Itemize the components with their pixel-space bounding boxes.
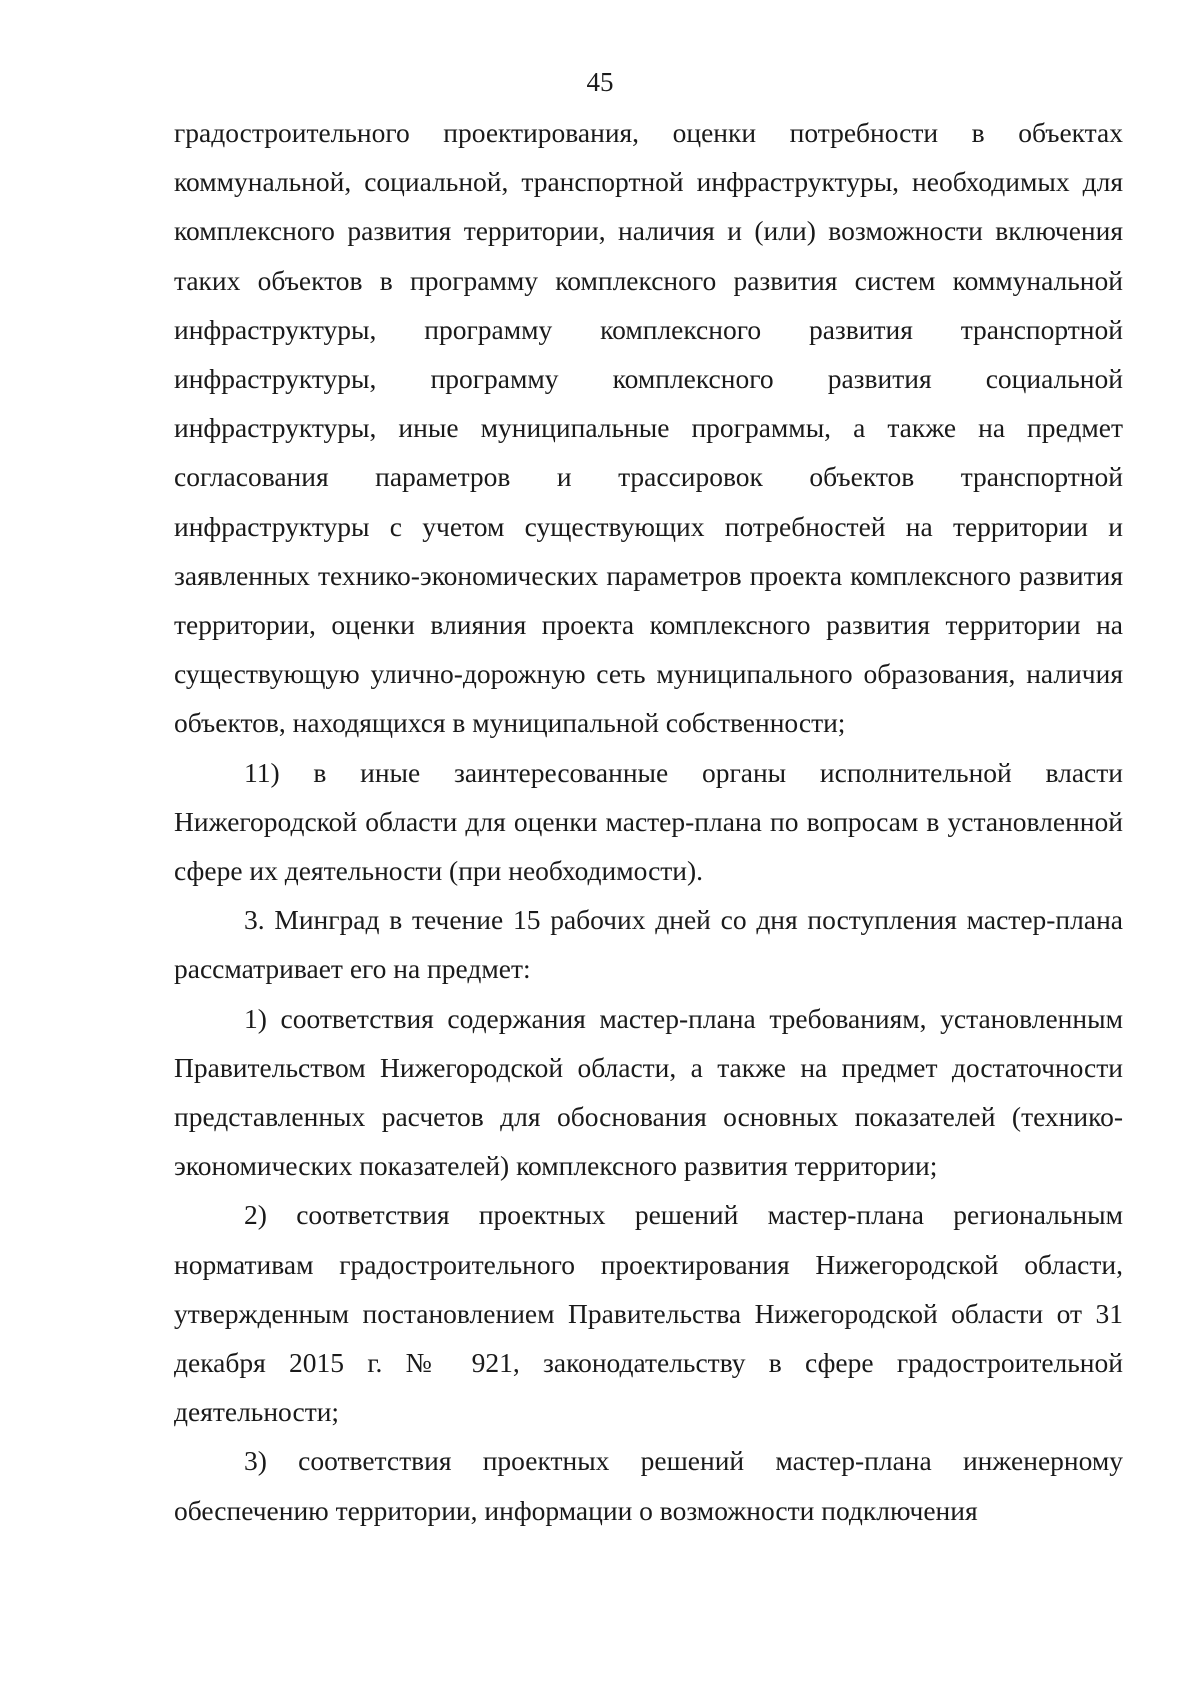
paragraph-item-11: 11) в иные заинтересованные органы исполнительной власти Нижегородской области для оценки мастер-плана по вопросам в установленной сфере их деятельности (при необходимости). — [174, 756, 1123, 887]
paragraph-item-3: 3) соответствия проектных решений мастер-плана инженерному обеспечению территории, информации о возможности подключения — [174, 1445, 1123, 1526]
paragraph-item-2: 2) соответствия проектных решений мастер-плана региональным нормативам градостроительного проектирования Нижегородской области, утвержденным постановлением Правительства Нижегородской области от 31 декабря 2015 г. № 921, законодательству в сфере градостроительной деятельности; — [174, 1199, 1123, 1428]
document-body — [174, 108, 1123, 1535]
page-number: 45 — [586, 67, 614, 97]
paragraph-continuation: градостроительного проектирования, оценки потребности в объектах коммунальной, социальной, транспортной инфраструктуры, необходимых для комплексного развития территории, наличия и (или) возможности включения таких объектов в программу комплексного развития систем коммунальной инфраструктуры, программу комплексного развития транспортной инфраструктуры, программу комплексного развития социальной инфраструктуры, иные муниципальные программы, а также на предмет согласования параметров и трассировок объектов транспортной инфраструктуры с учетом существующих потребностей на территории и заявленных технико-экономических параметров проекта комплексного развития территории, оценки влияния проекта комплексного развития территории на существующую улично-дорожную сеть муниципального образования, наличия объектов, находящихся в муниципальной собственности; — [174, 117, 1123, 739]
paragraph-item-1: 1) соответствия содержания мастер-плана требованиям, установленным Правительством Нижегородской области, а также на предмет достаточности представленных расчетов для обоснования основных показателей (технико-экономических показателей) комплексного развития территории; — [174, 1002, 1123, 1182]
paragraph-clause-3: 3. Минград в течение 15 рабочих дней со дня поступления мастер-плана рассматривает его на предмет: — [174, 904, 1123, 985]
